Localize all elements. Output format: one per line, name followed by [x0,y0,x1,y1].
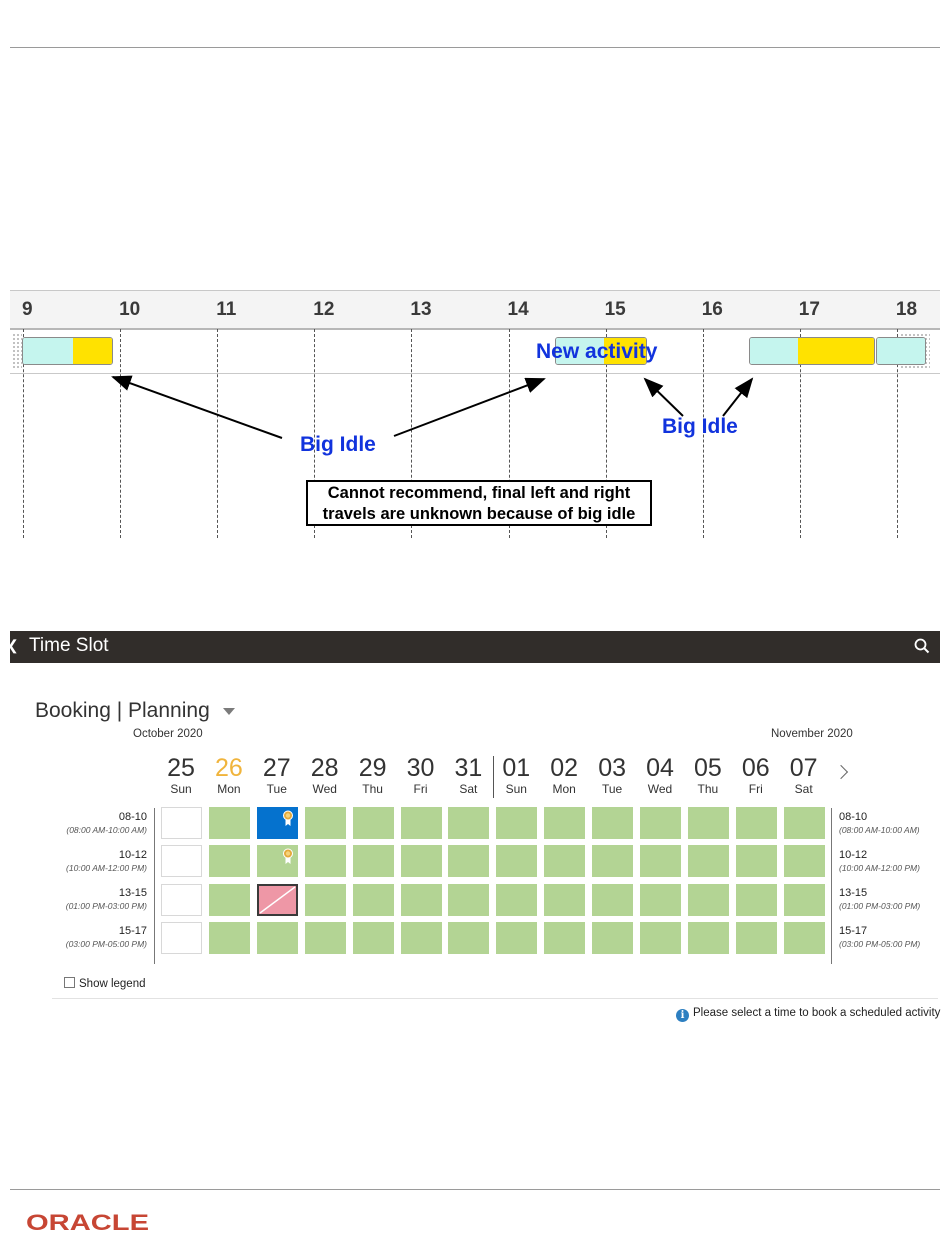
time-slot-cell[interactable] [448,845,489,877]
gantt-hour-label: 18 [895,299,918,320]
time-slot-cell[interactable] [640,845,681,877]
month-label-left: October 2020 [133,728,203,740]
day-name: Sat [794,782,813,796]
day-number: 06 [741,754,770,782]
day-name: Thu [362,782,383,796]
day-name: Sun [170,782,192,796]
left-divider [154,808,155,964]
slot-label-main: 08-10 [839,811,868,823]
day-name: Tue [601,782,623,796]
info-icon: i [676,1009,689,1022]
day-number: 01 [502,754,531,782]
time-slot-cell[interactable] [496,922,537,954]
time-slot-cell[interactable] [688,922,729,954]
slot-label-left [7,887,147,912]
slot-label-range: (08:00 AM-10:00 AM) [66,825,147,835]
day-name: Fri [748,782,763,796]
month-separator [493,756,494,798]
arrow-from-new-activity [645,379,683,416]
day-header[interactable] [636,754,684,796]
time-slot-cell[interactable] [640,807,681,839]
gantt-hour-label: 10 [119,299,141,320]
time-slot-cell[interactable] [305,845,346,877]
day-number: 27 [262,754,291,782]
time-slot-cell[interactable] [544,922,585,954]
right-divider [831,808,832,964]
day-number: 03 [598,754,626,782]
show-legend-toggle[interactable] [64,977,146,990]
gantt-hour-label: 13 [410,299,432,320]
day-header[interactable] [684,754,732,796]
time-slot-cell[interactable] [736,807,777,839]
gantt-figure [10,290,940,538]
time-slot-cell [161,807,202,839]
time-slot-cell[interactable] [353,884,394,916]
slot-label-range: (03:00 PM-05:00 PM) [839,939,921,949]
day-number: 26 [214,754,243,782]
time-slot-cell[interactable] [688,845,729,877]
day-name: Sat [459,782,478,796]
slot-label-range: (01:00 PM-03:00 PM) [65,901,147,911]
gantt-hour-label: 14 [507,299,529,320]
day-number: 28 [310,754,339,782]
day-name: Thu [697,782,719,796]
time-slot-cell[interactable] [496,884,537,916]
day-number: 30 [406,754,435,782]
time-slot-cell[interactable] [209,845,250,877]
time-slot-cell[interactable] [592,807,633,839]
slot-label-main: 13-15 [839,887,868,899]
time-slot-cell [161,845,202,877]
time-slot-cell[interactable] [305,922,346,954]
time-slot-cell[interactable] [544,884,585,916]
oracle-logo-text: ORACLE [26,1212,149,1234]
time-slot-cell [257,884,298,916]
day-number: 31 [454,754,483,782]
checkbox[interactable] [64,977,75,988]
day-header[interactable] [780,754,828,796]
time-slot-cell[interactable] [401,922,442,954]
slot-label-left [7,849,147,874]
day-header[interactable] [732,754,780,796]
arrow-to-right-bar [723,379,752,416]
time-slot-cell[interactable] [592,845,633,877]
day-header[interactable] [397,754,445,796]
time-slot-cell[interactable] [496,807,537,839]
time-slot-cell[interactable] [736,922,777,954]
slot-label-left [7,811,147,836]
time-slot-cell[interactable] [688,807,729,839]
time-slot-header-bar [7,631,940,663]
time-slot-cell[interactable] [592,922,633,954]
time-slot-cell[interactable] [353,845,394,877]
oracle-logo [26,1212,156,1234]
time-slot-cell[interactable] [448,807,489,839]
time-slot-cell[interactable] [305,884,346,916]
slot-label-right [839,887,950,912]
slot-label-main: 15-17 [118,925,147,937]
chevron-left-icon[interactable]: ❮ [7,637,19,653]
time-slot-cell [161,884,202,916]
preferred-badge-icon [283,810,293,827]
time-slot-cell[interactable] [544,845,585,877]
day-header[interactable] [540,754,588,796]
slot-label-range: (10:00 AM-12:00 PM) [839,863,920,873]
gantt-hour-label: 15 [604,299,626,320]
time-slot-cell[interactable] [257,845,298,877]
unavailable-slash-icon [259,886,296,914]
note-line-1: Cannot recommend, final left and right [327,484,631,502]
new-activity-label: New activity [536,340,658,363]
month-label-right: November 2020 [771,728,853,740]
note-line-2: travels are unknown because of big idle [322,505,636,523]
page-title: Time Slot [29,635,109,656]
time-slot-cell[interactable] [448,884,489,916]
info-message [676,1007,940,1022]
divider [52,998,938,999]
time-slot-cell[interactable] [353,807,394,839]
time-slot-cell[interactable] [257,807,298,839]
gantt-hour-label: 17 [798,299,820,320]
time-slot-cell[interactable] [592,884,633,916]
day-header[interactable] [157,754,205,796]
big-idle-label-left: Big Idle [300,433,376,456]
time-slot-cell[interactable] [784,922,825,954]
day-number: 04 [646,754,674,782]
time-slot-cell[interactable] [640,922,681,954]
gantt-hour-label: 9 [22,299,33,320]
time-slot-cell[interactable] [353,922,394,954]
time-slot-cell[interactable] [544,807,585,839]
slot-label-main: 10-12 [118,849,147,861]
slot-label-main: 10-12 [839,849,868,861]
top-rule [10,47,940,48]
day-name: Sun [505,782,527,796]
time-slot-cell[interactable] [401,884,442,916]
day-header[interactable] [205,754,253,796]
time-slot-cell[interactable] [401,807,442,839]
day-name: Wed [647,782,673,796]
time-slot-cell[interactable] [448,922,489,954]
time-slot-cell[interactable] [688,884,729,916]
time-slot-cell[interactable] [784,807,825,839]
day-number: 05 [693,754,722,782]
day-name: Tue [266,782,287,796]
preferred-badge-icon [283,848,293,865]
day-header[interactable] [588,754,636,796]
time-slot-cell[interactable] [496,845,537,877]
day-name: Wed [312,782,337,796]
slot-label-main: 08-10 [118,811,147,823]
time-slot-cell[interactable] [209,807,250,839]
day-name: Mon [217,782,241,796]
day-header[interactable] [301,754,349,796]
slot-label-main: 15-17 [839,925,868,937]
day-number: 07 [789,754,818,782]
day-name: Fri [413,782,428,796]
gantt-hour-label: 12 [313,299,335,320]
bottom-rule [10,1189,940,1190]
arrow-to-new-activity [394,379,544,436]
annotation-note-box [306,480,652,526]
show-legend-label: Show legend [79,978,146,990]
day-header[interactable] [492,754,540,796]
time-slot-cell[interactable] [736,884,777,916]
gantt-hour-label: 11 [216,299,237,320]
time-slot-cell[interactable] [640,884,681,916]
big-idle-label-right: Big Idle [662,415,738,438]
time-slot-cell[interactable] [784,845,825,877]
view-selector[interactable]: Booking | Planning [35,699,210,722]
gantt-hour-label: 16 [701,299,723,320]
time-slot-cell[interactable] [401,845,442,877]
slot-label-left [7,925,147,950]
time-slot-cell[interactable] [736,845,777,877]
slot-label-right [839,849,950,874]
time-slot-cell[interactable] [784,884,825,916]
time-slot-cell [161,922,202,954]
day-header[interactable] [253,754,301,796]
caret-down-icon[interactable] [223,708,235,715]
slot-label-main: 13-15 [118,887,147,899]
time-slot-cell[interactable] [209,922,250,954]
day-number: 29 [358,754,387,782]
slot-label-range: (01:00 PM-03:00 PM) [839,901,921,911]
day-number: 02 [550,754,579,782]
day-header[interactable] [349,754,397,796]
slot-label-right [839,925,950,950]
slot-label-range: (10:00 AM-12:00 PM) [66,863,147,873]
day-number: 25 [167,754,195,782]
slot-label-right [839,811,950,836]
chevron-right-icon[interactable] [834,765,848,779]
day-header[interactable] [444,754,492,796]
time-slot-cell[interactable] [305,807,346,839]
slot-label-range: (08:00 AM-10:00 AM) [839,825,920,835]
day-name: Mon [552,782,576,796]
time-slot-cell[interactable] [209,884,250,916]
arrow-to-left-bar [113,377,282,438]
time-slot-cell[interactable] [257,922,298,954]
slot-label-range: (03:00 PM-05:00 PM) [65,939,147,949]
info-text: Please select a time to book a scheduled activity [693,1007,941,1019]
search-icon[interactable] [914,638,930,654]
